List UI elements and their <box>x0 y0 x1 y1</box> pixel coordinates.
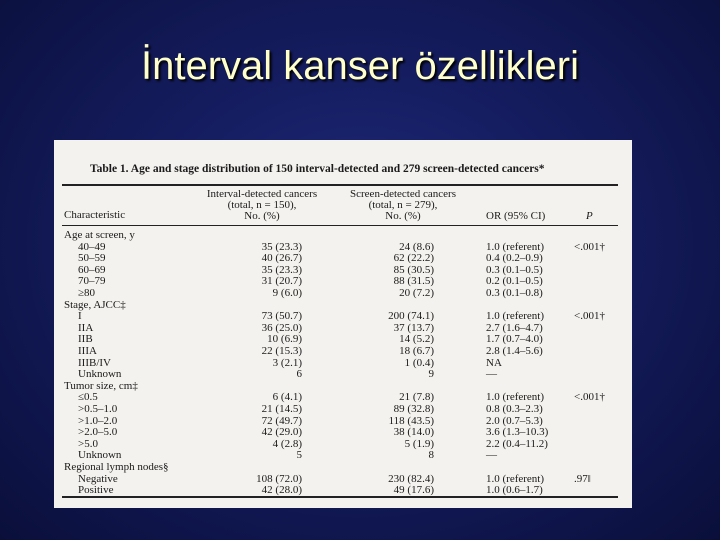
cell-screen: 37 (13.7) <box>393 321 434 334</box>
header-interval-line2: (total, n = 150), <box>227 199 297 211</box>
cell-or: 2.2 (0.4–11.2) <box>486 437 548 450</box>
row-label: ≥80 <box>78 287 96 299</box>
row-label: IIA <box>78 321 94 334</box>
cell-screen: 118 (43.5) <box>388 414 434 427</box>
section-heading: Tumor size, cm‡ <box>64 379 138 392</box>
cell-screen: 38 (14.0) <box>393 426 434 439</box>
cell-screen: 230 (82.4) <box>388 472 434 485</box>
cell-screen: 85 (30.5) <box>393 263 434 276</box>
slide-title: İnterval kanser özellikleri <box>141 44 579 88</box>
cell-p: .97‖ <box>574 472 591 485</box>
cell-interval: 35 (23.3) <box>261 240 302 253</box>
cell-interval: 6 (4.1) <box>272 391 302 404</box>
cell-interval: 4 (2.8) <box>272 437 302 450</box>
header-screen-line1: Screen-detected cancers <box>350 188 456 200</box>
row-label: Negative <box>78 472 118 485</box>
section-heading: Stage, AJCC‡ <box>64 298 126 311</box>
row-label: ≤0.5 <box>78 391 98 404</box>
cell-screen: 18 (6.7) <box>399 345 434 357</box>
header-or: OR (95% CI) <box>486 210 546 222</box>
row-label: IIB <box>78 333 93 346</box>
row-label: >0.5–1.0 <box>78 403 118 415</box>
cell-or: 2.7 (1.6–4.7) <box>486 321 543 334</box>
cell-interval: 36 (25.0) <box>261 321 302 334</box>
cell-interval: 35 (23.3) <box>261 263 302 276</box>
header-screen-line3: No. (%) <box>385 210 421 222</box>
cell-or: 1.0 (referent) <box>486 391 545 404</box>
section-heading: Age at screen, y <box>64 229 135 241</box>
header-screen-line2: (total, n = 279), <box>368 199 438 211</box>
cell-screen: 14 (5.2) <box>399 333 434 346</box>
cell-screen: 62 (22.2) <box>393 252 434 265</box>
cell-p: <.001† <box>574 240 605 253</box>
cell-or: — <box>486 449 497 462</box>
cell-interval: 73 (50.7) <box>261 310 302 323</box>
cell-screen: 5 (1.9) <box>404 437 434 450</box>
cell-interval: 10 (6.9) <box>267 333 302 346</box>
cell-or: 0.3 (0.1–0.8) <box>486 287 543 299</box>
cell-interval: 22 (15.3) <box>261 345 302 357</box>
cell-or: — <box>486 368 497 381</box>
cell-interval: 21 (14.5) <box>261 403 302 415</box>
section-heading: Regional lymph nodes§ <box>64 461 169 473</box>
cell-or: 1.0 (referent) <box>486 472 545 485</box>
cell-interval: 3 (2.1) <box>272 356 302 369</box>
cell-interval: 31 (20.7) <box>261 275 302 288</box>
header-rule <box>62 225 618 226</box>
header-interval-line3: No. (%) <box>244 210 280 222</box>
table-figure <box>54 140 632 508</box>
cell-or: 0.2 (0.1–0.5) <box>486 275 543 288</box>
row-label: Unknown <box>78 368 122 381</box>
cell-interval: 42 (28.0) <box>261 484 302 497</box>
cell-interval: 108 (72.0) <box>256 472 302 485</box>
top-rule <box>62 184 618 186</box>
row-label: Positive <box>78 484 114 497</box>
cell-p: <.001† <box>574 391 605 404</box>
cell-or: 0.4 (0.2–0.9) <box>486 252 543 265</box>
cell-screen: 49 (17.6) <box>393 484 434 497</box>
header-interval-line1: Interval-detected cancers <box>206 188 318 200</box>
cell-interval: 42 (29.0) <box>261 426 302 439</box>
row-label: IIIB/IV <box>78 356 111 369</box>
cell-or: 1.0 (referent) <box>486 310 545 323</box>
row-label: >5.0 <box>78 437 98 450</box>
cell-screen: 8 <box>428 449 434 462</box>
cell-screen: 20 (7.2) <box>399 287 434 299</box>
cell-screen: 21 (7.8) <box>399 391 434 404</box>
cell-or: 1.7 (0.7–4.0) <box>486 333 543 346</box>
cell-interval: 9 (6.0) <box>272 287 302 299</box>
header-characteristic: Characteristic <box>64 209 126 221</box>
row-label: IIIA <box>78 345 97 357</box>
cell-interval: 72 (49.7) <box>261 414 302 427</box>
cell-interval: 6 <box>296 368 302 381</box>
row-label: I <box>78 310 82 323</box>
cell-interval: 40 (26.7) <box>261 252 302 265</box>
cell-screen: 88 (31.5) <box>393 275 434 288</box>
cell-or: 1.0 (0.6–1.7) <box>486 484 543 497</box>
cell-screen: 24 (8.6) <box>399 240 434 253</box>
row-label: 40–49 <box>78 240 106 253</box>
table-caption: Table 1. Age and stage distribution of 150 interval-detected and 279 screen-detected cancers* <box>90 163 545 175</box>
cell-interval: 5 <box>296 449 302 462</box>
row-label: >2.0–5.0 <box>78 426 118 439</box>
row-label: >1.0–2.0 <box>78 414 118 427</box>
cell-screen: 200 (74.1) <box>388 310 434 323</box>
cell-or: 0.3 (0.1–0.5) <box>486 263 543 276</box>
cell-or: 2.8 (1.4–5.6) <box>486 345 543 357</box>
cell-or: 1.0 (referent) <box>486 240 545 253</box>
row-label: 50–59 <box>78 252 106 265</box>
cell-screen: 9 <box>428 368 434 381</box>
cell-p: <.001† <box>574 310 605 323</box>
cell-or: 2.0 (0.7–5.3) <box>486 414 543 427</box>
row-label: Unknown <box>78 449 122 462</box>
header-p: P <box>586 210 593 222</box>
row-label: 60–69 <box>78 263 106 276</box>
cell-or: NA <box>486 356 502 369</box>
cell-or: 0.8 (0.3–2.3) <box>486 403 543 415</box>
row-label: 70–79 <box>78 275 106 288</box>
cell-screen: 1 (0.4) <box>404 356 434 369</box>
cell-screen: 89 (32.8) <box>393 403 434 415</box>
cell-or: 3.6 (1.3–10.3) <box>486 426 549 439</box>
